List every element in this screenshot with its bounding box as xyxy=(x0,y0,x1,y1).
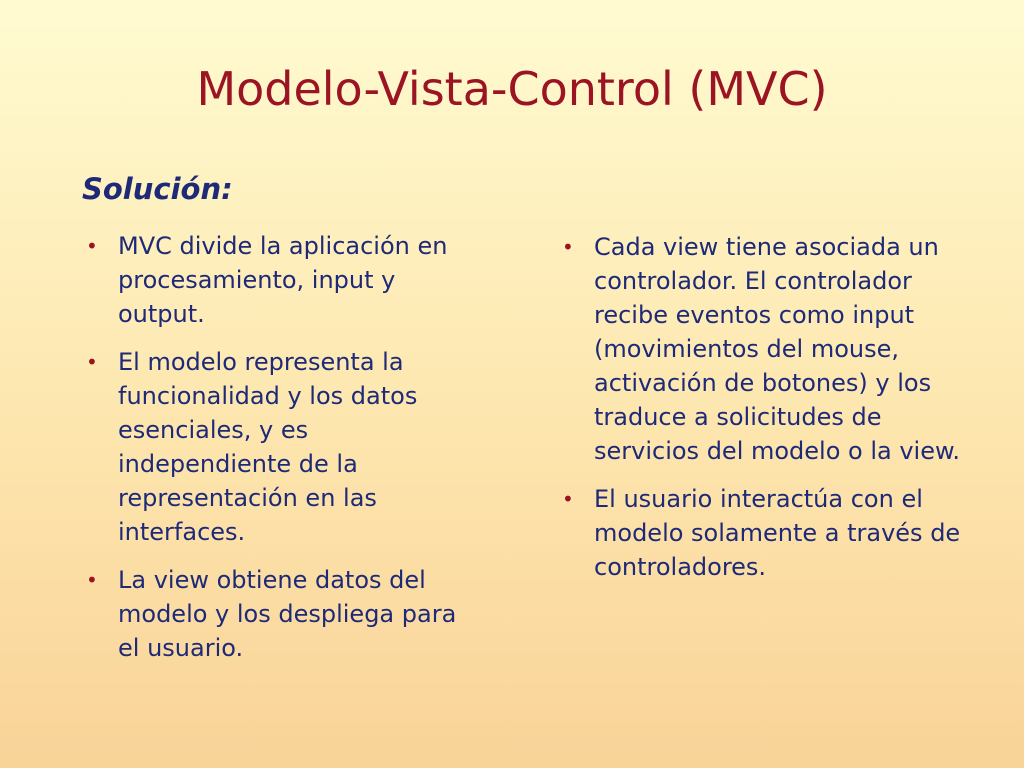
bullet-text: El usuario interactúa con el modelo solamente a través de controladores. xyxy=(594,485,961,581)
bullet-item xyxy=(558,230,978,468)
slide-title: Modelo-Vista-Control (MVC) xyxy=(196,62,828,116)
left-bullet-list xyxy=(82,229,482,679)
section-subtitle: Solución: xyxy=(82,172,233,206)
bullet-text: MVC divide la aplicación en procesamiento, input y output. xyxy=(118,232,448,328)
bullet-text: La view obtiene datos del modelo y los despliega para el usuario. xyxy=(118,566,457,662)
bullet-item xyxy=(82,345,482,549)
bullet-icon: • xyxy=(86,234,98,258)
bullet-text: Cada view tiene asociada un controlador. El controlador recibe eventos como input (movimientos del mouse, activación de botones) y los traduce a solicitudes de servicios del modelo o la view. xyxy=(594,233,961,465)
bullet-item xyxy=(558,482,978,584)
bullet-text: El modelo representa la funcionalidad y los datos esenciales, y es independiente de la representación en las interfaces. xyxy=(118,348,418,546)
bullet-item xyxy=(82,563,482,665)
right-bullet-list xyxy=(558,230,978,598)
bullet-icon: • xyxy=(562,235,574,259)
bullet-icon: • xyxy=(562,487,574,511)
bullet-item xyxy=(82,229,482,331)
bullet-icon: • xyxy=(86,350,98,374)
bullet-icon: • xyxy=(86,568,98,592)
